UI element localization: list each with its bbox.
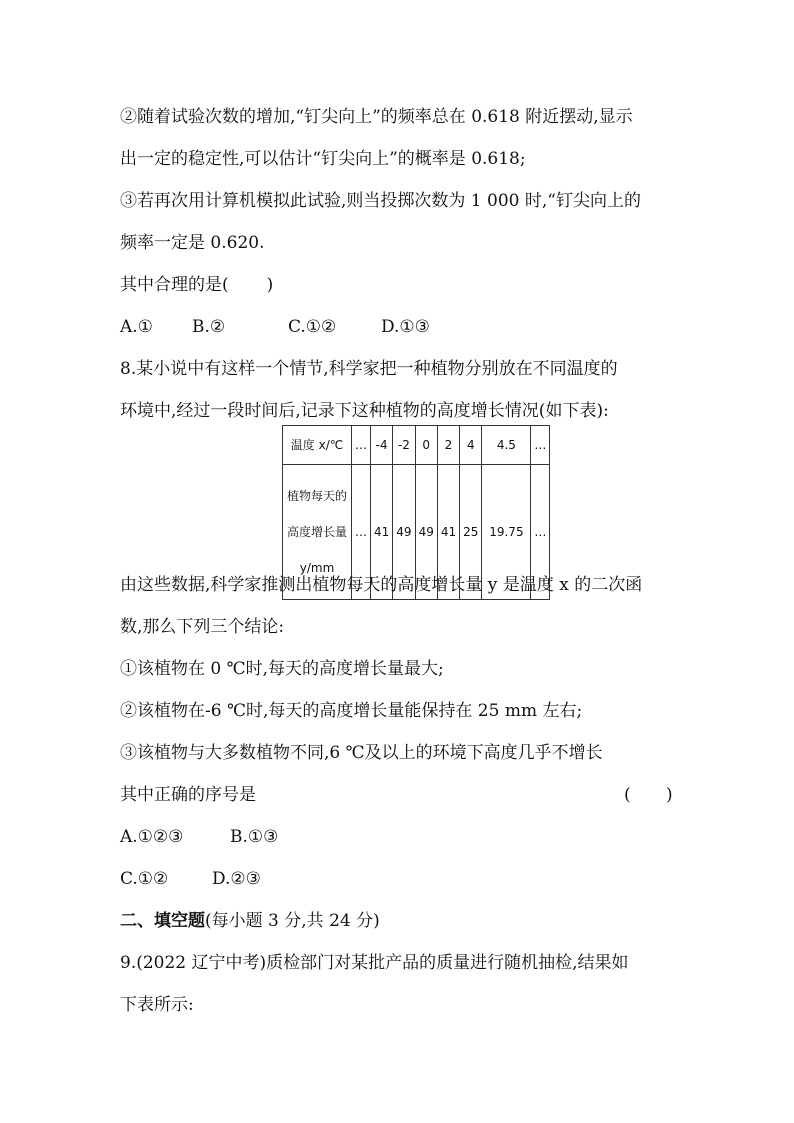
section-title <box>120 909 380 933</box>
q8-line2: 环境中,经过一段时间后,记录下这种植物的高度增长情况(如下表): <box>120 401 609 421</box>
item2-line1: ②随着试验次数的增加,“钉尖向上”的频率总在 0.618 附近摆动,显示 <box>120 107 633 127</box>
table-cell: 4 <box>460 426 482 465</box>
section-title-rest: (每小题 3 分,共 24 分) <box>205 911 380 931</box>
q8-line1: 8.某小说中有这样一个情节,科学家把一种植物分别放在不同温度的 <box>120 359 618 379</box>
table-cell: 19.75 <box>482 465 531 600</box>
q8-conclusion-2: ②该植物在-6 ℃时,每天的高度增长量能保持在 25 mm 左右; <box>120 701 583 721</box>
q7-option-a: A.① <box>120 317 153 337</box>
table-cell: -4 <box>371 426 393 465</box>
table-row <box>283 426 550 465</box>
q8-line4: 数,那么下列三个结论: <box>120 617 285 637</box>
q9-line2: 下表所示: <box>120 995 194 1015</box>
table-cell: 41 <box>437 465 459 600</box>
q8-option-a: A.①②③ <box>120 827 184 847</box>
table-cell: 49 <box>393 465 415 600</box>
table-cell: … <box>531 426 550 465</box>
q9-line1: 9.(2022 辽宁中考)质检部门对某批产品的质量进行随机抽检,结果如 <box>120 953 629 973</box>
table-cell: 4.5 <box>482 426 531 465</box>
q8-option-c: C.①② <box>120 869 169 889</box>
q7-question-suffix: ) <box>266 275 274 295</box>
table-cell: 0 <box>415 426 437 465</box>
q8-conclusion-3: ③该植物与大多数植物不同,6 ℃及以上的环境下高度几乎不增长 <box>120 743 603 763</box>
table-cell: 41 <box>371 465 393 600</box>
table-cell: … <box>352 426 371 465</box>
item3-line1: ③若再次用计算机模拟此试验,则当投掷次数为 1 000 时,“钉尖向上的 <box>120 191 641 211</box>
table-row-header: 温度 x/℃ <box>283 426 352 465</box>
table-row-header: 植物每天的高度增长量 y/mm <box>283 465 352 600</box>
table-cell: 2 <box>437 426 459 465</box>
q8-paren-close: ) <box>666 785 673 805</box>
q8-ask: 其中正确的序号是 <box>120 785 256 805</box>
table-cell: … <box>352 465 371 600</box>
q7-option-b: B.② <box>192 317 226 337</box>
q8-option-d: D.②③ <box>212 869 261 889</box>
q7-question-prefix: 其中合理的是( <box>120 275 229 295</box>
q8-conclusion-1: ①该植物在 0 ℃时,每天的高度增长量最大; <box>120 659 444 679</box>
item3-line2: 频率一定是 0.620. <box>120 233 265 253</box>
q8-option-b: B.①③ <box>230 827 279 847</box>
q8-paren-open: ( <box>624 785 631 805</box>
table-cell: 49 <box>415 465 437 600</box>
q7-option-d: D.①③ <box>381 317 430 337</box>
q7-question <box>120 273 273 297</box>
table-cell: 25 <box>460 465 482 600</box>
section-title-bold: 二、填空题 <box>120 911 205 931</box>
item2-line2: 出一定的稳定性,可以估计“钉尖向上”的概率是 0.618; <box>120 149 526 169</box>
table-cell: -2 <box>393 426 415 465</box>
table-cell: … <box>531 465 550 600</box>
q8-line3: 由这些数据,科学家推测出植物每天的高度增长量 y 是温度 x 的二次函 <box>120 575 643 595</box>
q7-option-c: C.①② <box>288 317 337 337</box>
